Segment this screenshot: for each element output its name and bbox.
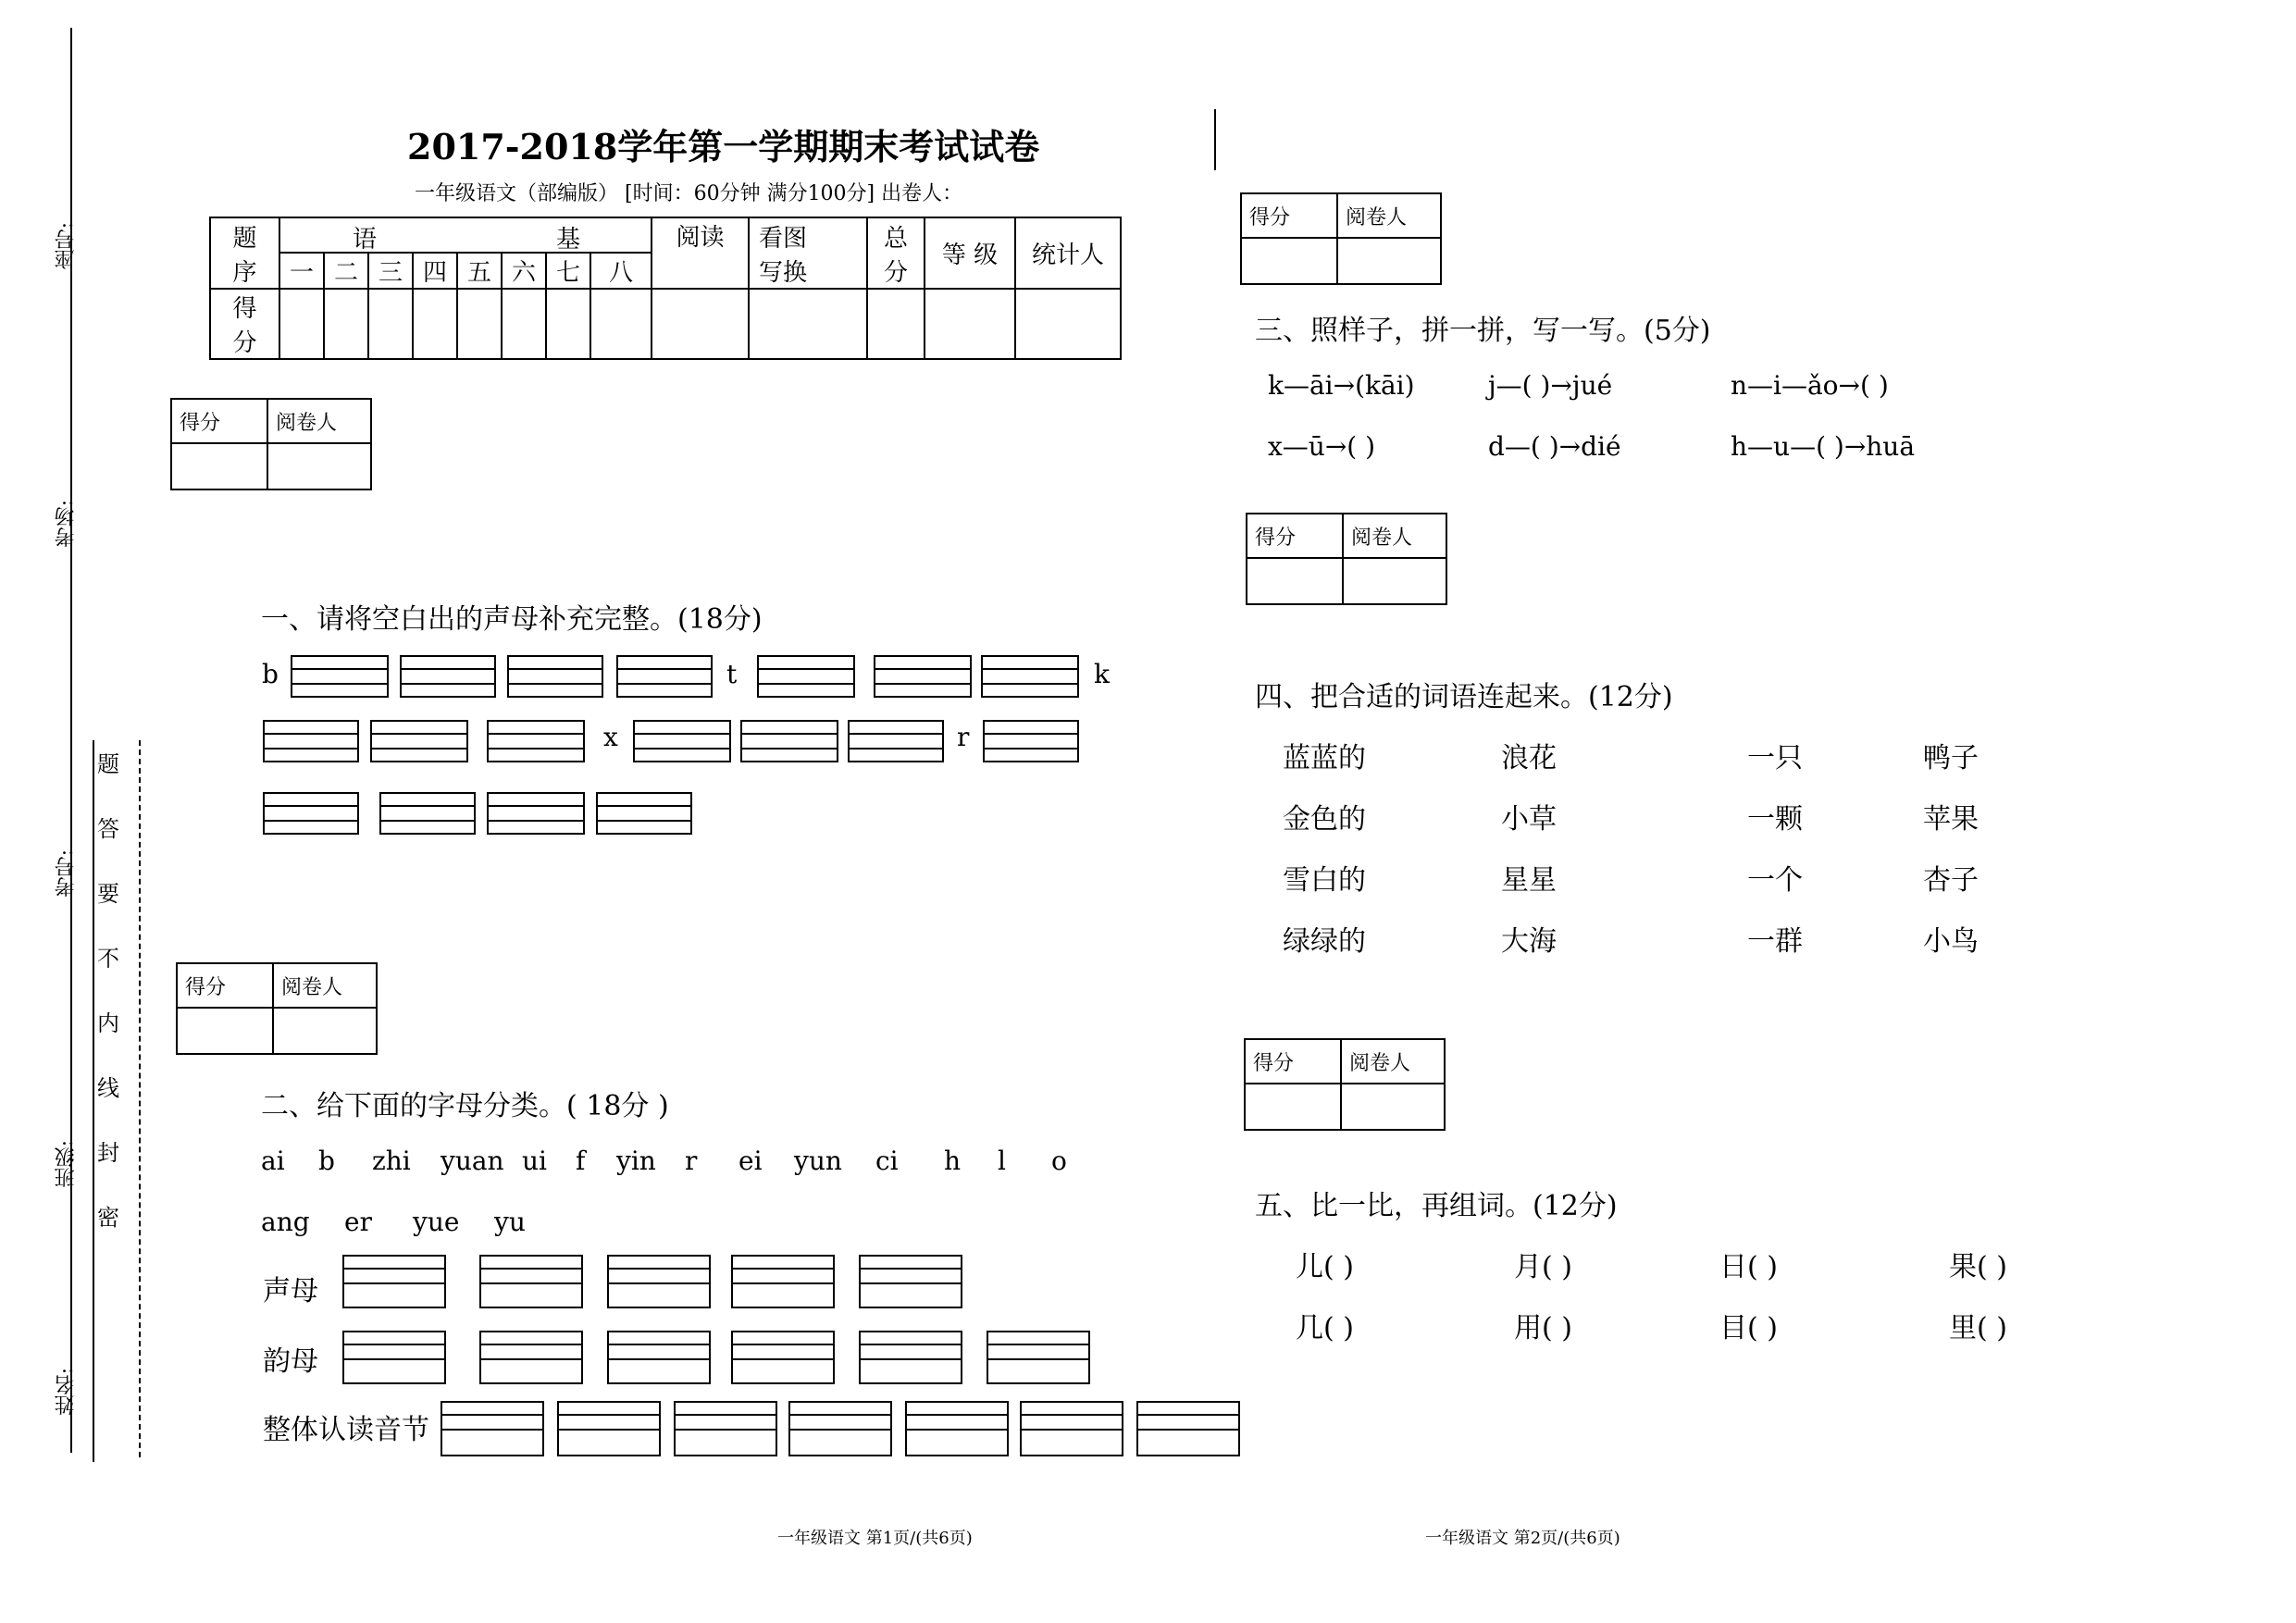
q3-item: j—( )→jué [1488, 370, 1613, 401]
q1-letter: k [1094, 659, 1110, 689]
table-header: 五 [457, 253, 502, 289]
q4-heading: 四、把合适的词语连起来。(12分) [1255, 681, 1673, 713]
q2-writing-box[interactable] [441, 1401, 544, 1456]
q1-writing-box[interactable] [848, 720, 944, 762]
grader-cell[interactable] [273, 1008, 377, 1054]
q3-item: x—ū→( ) [1268, 431, 1376, 462]
class-label: 班级: [55, 1140, 78, 1188]
q4-word: 鸭子 [1923, 742, 1979, 774]
q4-word: 苹果 [1923, 803, 1979, 836]
q2-writing-box[interactable] [731, 1255, 835, 1308]
q5-item: 月( ) [1514, 1251, 1572, 1283]
table-label: 序 [232, 258, 257, 287]
grader-label: 阅卷人 [273, 963, 377, 1008]
q3-item: h—u—( )→huā [1731, 431, 1916, 462]
score-cell[interactable] [925, 289, 1015, 359]
table-header: 八 [590, 253, 652, 289]
table-header: 写换 [759, 258, 808, 287]
number-label: 考号: [55, 849, 78, 898]
table-label: 得 [232, 295, 257, 323]
grader-box-q4 [1246, 513, 1447, 605]
q4-word: 雪白的 [1283, 864, 1366, 897]
q2-writing-box[interactable] [607, 1331, 711, 1384]
q4-word: 小草 [1501, 803, 1557, 836]
q2-writing-box[interactable] [479, 1255, 583, 1308]
q4-word: 金色的 [1283, 803, 1366, 836]
table-header: 一 [279, 253, 324, 289]
q1-writing-box[interactable] [507, 655, 603, 698]
q1-writing-box[interactable] [400, 655, 496, 698]
table-header: 基 [556, 226, 581, 254]
q2-item: f [576, 1146, 586, 1176]
footer-page-2: 一年级语文 第2页/(共6页) [1425, 1529, 1620, 1548]
score-cell[interactable] [171, 443, 267, 489]
q4-word: 杏子 [1923, 864, 1979, 897]
q4-word: 大海 [1501, 925, 1557, 958]
grader-label: 阅卷人 [1341, 1039, 1445, 1084]
q2-item: b [318, 1146, 335, 1176]
q2-item: er [344, 1207, 372, 1237]
grader-box-q1 [170, 398, 372, 490]
q3-heading: 三、照样子，拼一拼，写一写。(5分) [1255, 315, 1711, 347]
q2-item: r [685, 1146, 698, 1176]
name-label: 姓名: [55, 1368, 78, 1416]
table-header: 语 [353, 226, 378, 254]
q1-letter: b [262, 659, 279, 689]
q1-writing-box[interactable] [370, 720, 468, 762]
q3-item: k—āi→(kāi) [1268, 370, 1415, 401]
q5-item: 果( ) [1949, 1251, 2007, 1283]
seat-label: 座号: [55, 222, 78, 270]
grader-box-q2 [176, 962, 378, 1055]
score-cell[interactable] [546, 289, 590, 359]
q1-writing-box[interactable] [487, 792, 585, 835]
score-cell[interactable] [177, 1008, 273, 1054]
score-cell[interactable] [1247, 558, 1343, 604]
q1-letter: t [726, 659, 738, 689]
score-cell[interactable] [1241, 238, 1337, 284]
q2-writing-box[interactable] [342, 1255, 446, 1308]
grader-label: 阅卷人 [1337, 193, 1441, 238]
score-cell[interactable] [413, 289, 457, 359]
table-header: 阅读 [652, 217, 749, 289]
table-header: 统计人 [1015, 217, 1121, 289]
q4-word: 小鸟 [1923, 925, 1979, 958]
table-header: 等 级 [925, 217, 1015, 289]
q1-writing-box[interactable] [487, 720, 585, 762]
q4-word: 绿绿的 [1283, 925, 1366, 958]
grader-label: 阅卷人 [267, 399, 371, 443]
q2-writing-box[interactable] [1136, 1401, 1240, 1456]
table-header: 看图 [759, 224, 808, 253]
exam-subtitle: 一年级语文（部编版） [时间：60分钟 满分100分] 出卷人： [415, 182, 963, 205]
score-cell[interactable] [590, 289, 652, 359]
q2-writing-box[interactable] [1020, 1401, 1123, 1456]
q1-writing-box[interactable] [616, 655, 713, 698]
q3-item: n—i—ǎo→( ) [1731, 370, 1889, 401]
q2-item: ai [261, 1146, 285, 1176]
room-label: 考场: [55, 500, 78, 548]
table-header: 分 [883, 258, 908, 287]
q1-writing-box[interactable] [740, 720, 838, 762]
q4-word: 一群 [1747, 925, 1803, 958]
q4-word: 蓝蓝的 [1283, 742, 1366, 774]
score-cell[interactable] [652, 289, 749, 359]
score-cell[interactable] [749, 289, 867, 359]
q2-writing-box[interactable] [731, 1331, 835, 1384]
q1-writing-box[interactable] [983, 720, 1079, 762]
q5-heading: 五、比一比，再组词。(12分) [1255, 1190, 1618, 1222]
q2-item: h [944, 1146, 962, 1176]
yunmu-label: 韵母 [263, 1345, 318, 1378]
grader-label: 阅卷人 [1343, 514, 1446, 558]
q5-item: 儿( ) [1296, 1251, 1354, 1283]
q4-word: 一个 [1747, 864, 1803, 897]
score-cell[interactable] [867, 289, 925, 359]
q1-writing-box[interactable] [596, 792, 692, 835]
table-header: 七 [546, 253, 590, 289]
q2-writing-box[interactable] [859, 1255, 962, 1308]
q2-item: yuan [441, 1146, 504, 1176]
q2-item: zhi [372, 1146, 411, 1176]
q1-letter: x [603, 722, 618, 752]
q2-writing-box[interactable] [788, 1401, 892, 1456]
score-label: 得分 [171, 399, 267, 443]
grader-cell[interactable] [267, 443, 371, 489]
score-label: 得分 [1241, 193, 1337, 238]
page-divider [1214, 109, 1216, 170]
q1-writing-box[interactable] [291, 655, 389, 698]
q1-writing-box[interactable] [757, 655, 855, 698]
grader-cell[interactable] [1341, 1084, 1445, 1130]
q5-item: 日( ) [1719, 1251, 1778, 1283]
q2-writing-box[interactable] [557, 1401, 661, 1456]
q5-item: 几( ) [1296, 1312, 1354, 1344]
q1-writing-box[interactable] [981, 655, 1079, 698]
q2-writing-box[interactable] [674, 1401, 777, 1456]
q1-letter: r [957, 722, 970, 752]
score-label: 得分 [177, 963, 273, 1008]
q2-writing-box[interactable] [479, 1331, 583, 1384]
footer-page-1: 一年级语文 第1页/(共6页) [777, 1529, 973, 1548]
q2-item: l [998, 1146, 1006, 1176]
score-cell[interactable] [368, 289, 413, 359]
q1-writing-box[interactable] [633, 720, 731, 762]
q2-item: yin [616, 1146, 656, 1176]
q4-word: 浪花 [1501, 742, 1557, 774]
q2-item: ang [261, 1207, 310, 1237]
shengmu-label: 声母 [263, 1275, 318, 1307]
seal-text: 题 答 要 不 内 线 封 密 [97, 751, 119, 1231]
score-label: 得分 [1245, 1039, 1341, 1084]
grader-box-q3 [1240, 192, 1442, 285]
grader-cell[interactable] [1337, 238, 1441, 284]
q5-item: 里( ) [1949, 1312, 2007, 1344]
q2-heading: 二、给下面的字母分类。( 18分 ) [261, 1090, 669, 1122]
score-cell[interactable] [457, 289, 502, 359]
q4-word: 一只 [1747, 742, 1803, 774]
q2-writing-box[interactable] [987, 1331, 1090, 1384]
q2-item: ci [875, 1146, 899, 1176]
score-cell[interactable] [279, 289, 324, 359]
q5-item: 目( ) [1719, 1312, 1778, 1344]
q1-heading: 一、请将空白出的声母补充完整。(18分) [261, 603, 763, 636]
q2-item: yu [494, 1207, 526, 1237]
table-header: 三 [368, 253, 413, 289]
q2-item: yue [413, 1207, 460, 1237]
score-table [209, 217, 1122, 360]
score-cell[interactable] [324, 289, 368, 359]
score-cell[interactable] [502, 289, 546, 359]
q4-word: 星星 [1501, 864, 1557, 897]
q1-writing-box[interactable] [874, 655, 972, 698]
grader-box-q5 [1244, 1038, 1446, 1131]
q2-writing-box[interactable] [342, 1331, 446, 1384]
q1-writing-box[interactable] [379, 792, 476, 835]
q5-item: 用( ) [1514, 1312, 1572, 1344]
q2-item: ui [522, 1146, 547, 1176]
grader-cell[interactable] [1343, 558, 1446, 604]
table-header: 六 [502, 253, 546, 289]
q2-item: yun [794, 1146, 842, 1176]
q2-item: o [1051, 1146, 1067, 1176]
q2-writing-box[interactable] [607, 1255, 711, 1308]
q2-writing-box[interactable] [905, 1401, 1009, 1456]
exam-title: 2017-2018学年第一学期期末考试试卷 [407, 126, 1040, 167]
q2-item: ei [738, 1146, 763, 1176]
q2-writing-box[interactable] [859, 1331, 962, 1384]
q4-word: 一颗 [1747, 803, 1803, 836]
seal-dashed-line [139, 740, 141, 1457]
score-label: 得分 [1247, 514, 1343, 558]
q1-writing-box[interactable] [263, 792, 359, 835]
table-header: 总 [883, 224, 908, 253]
q3-item: d—( )→dié [1488, 431, 1621, 462]
score-cell[interactable] [1245, 1084, 1341, 1130]
q1-writing-box[interactable] [263, 720, 359, 762]
score-cell[interactable] [1015, 289, 1121, 359]
zhengti-label: 整体认读音节 [263, 1414, 429, 1446]
table-header: 二 [324, 253, 368, 289]
table-header: 四 [413, 253, 457, 289]
table-label: 分 [232, 329, 257, 357]
table-label: 题 [232, 224, 257, 253]
